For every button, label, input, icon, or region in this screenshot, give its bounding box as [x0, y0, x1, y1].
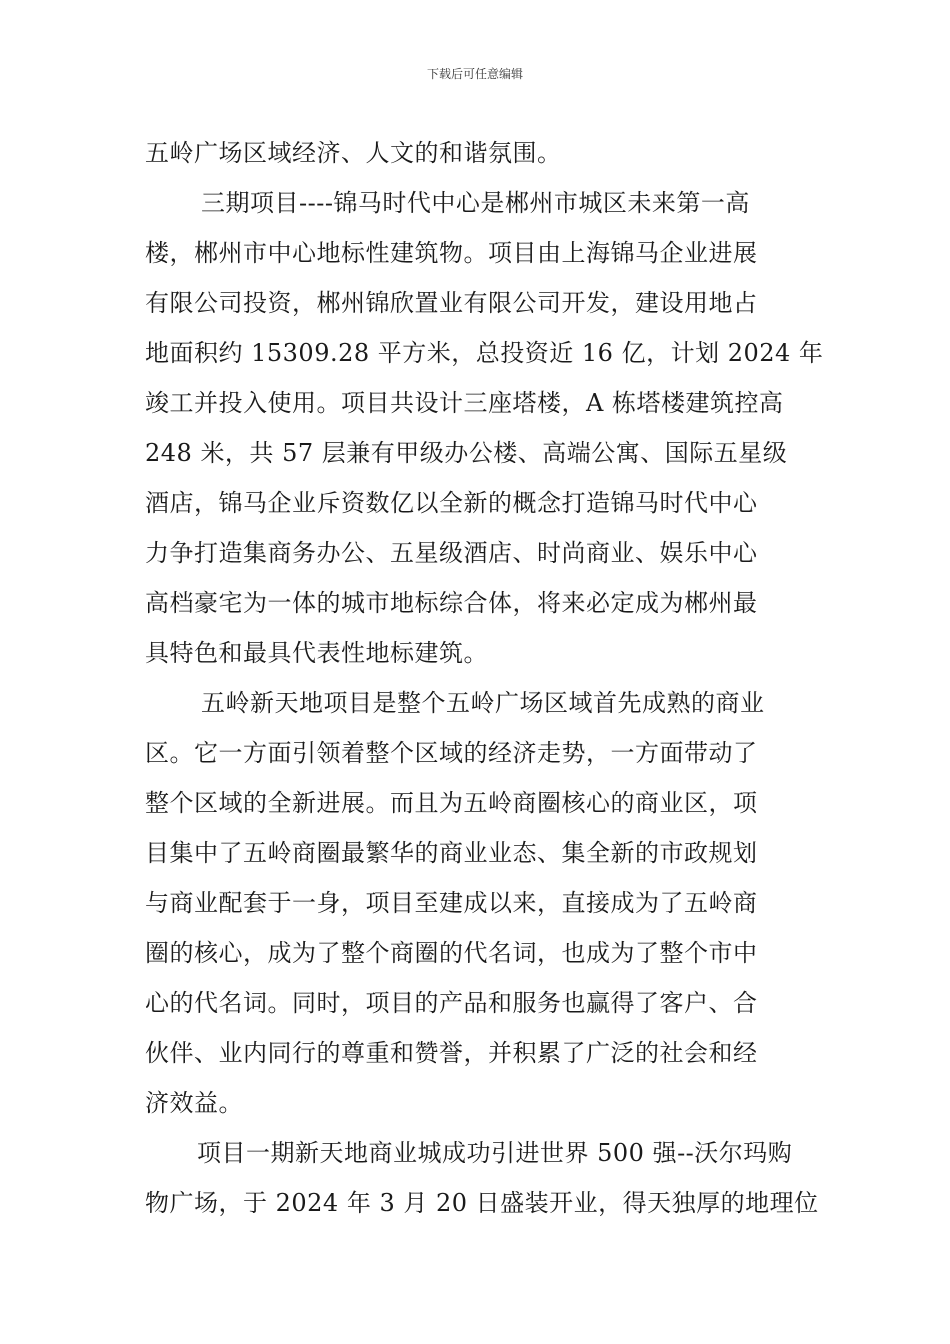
text-line: 有限公司投资，郴州锦欣置业有限公司开发，建设用地占	[145, 289, 758, 317]
text-line: 与商业配套于一身，项目至建成以来，直接成为了五岭商	[145, 889, 758, 917]
text-line: 地面积约 15309.28 平方米，总投资近 16 亿，计划 2024 年	[145, 339, 824, 367]
text-line: 圈的核心，成为了整个商圈的代名词，也成为了整个市中	[145, 939, 758, 967]
text-line: 楼，郴州市中心地标性建筑物。项目由上海锦马企业进展	[145, 239, 758, 267]
text-line: 高档豪宅为一体的城市地标综合体，将来必定成为郴州最	[145, 589, 758, 617]
text-line: 目集中了五岭商圈最繁华的商业业态、集全新的市政规划	[145, 839, 758, 867]
page-header-note: 下载后可任意编辑	[426, 67, 523, 81]
text-line: 酒店，锦马企业斥资数亿以全新的概念打造锦马时代中心	[145, 489, 758, 517]
text-line: 心的代名词。同时，项目的产品和服务也赢得了客户、合	[145, 989, 758, 1017]
text-line: 济效益。	[145, 1089, 243, 1117]
text-line: 物广场，于 2024 年 3 月 20 日盛装开业，得天独厚的地理位	[145, 1189, 819, 1217]
document-body	[145, 128, 824, 1228]
text-line: 五岭广场区域经济、人文的和谐氛围。	[145, 139, 562, 167]
text-line: 伙伴、业内同行的尊重和赞誉，并积累了广泛的社会和经	[145, 1039, 758, 1067]
text-line: 力争打造集商务办公、五星级酒店、时尚商业、娱乐中心	[145, 539, 758, 567]
paragraph-start-line: 五岭新天地项目是整个五岭广场区域首先成熟的商业	[201, 689, 765, 717]
text-line: 整个区域的全新进展。而且为五岭商圈核心的商业区，项	[145, 789, 758, 817]
text-line: 竣工并投入使用。项目共设计三座塔楼，A 栋塔楼建筑控高	[145, 389, 784, 417]
text-line: 248 米，共 57 层兼有甲级办公楼、高端公寓、国际五星级	[145, 439, 788, 467]
text-line: 区。它一方面引领着整个区域的经济走势，一方面带动了	[145, 739, 758, 767]
paragraph-start-line: 项目一期新天地商业城成功引进世界 500 强--沃尔玛购	[197, 1139, 793, 1167]
paragraph-start-line: 三期项目----锦马时代中心是郴州市城区未来第一高	[201, 189, 750, 217]
text-line: 具特色和最具代表性地标建筑。	[145, 639, 488, 667]
